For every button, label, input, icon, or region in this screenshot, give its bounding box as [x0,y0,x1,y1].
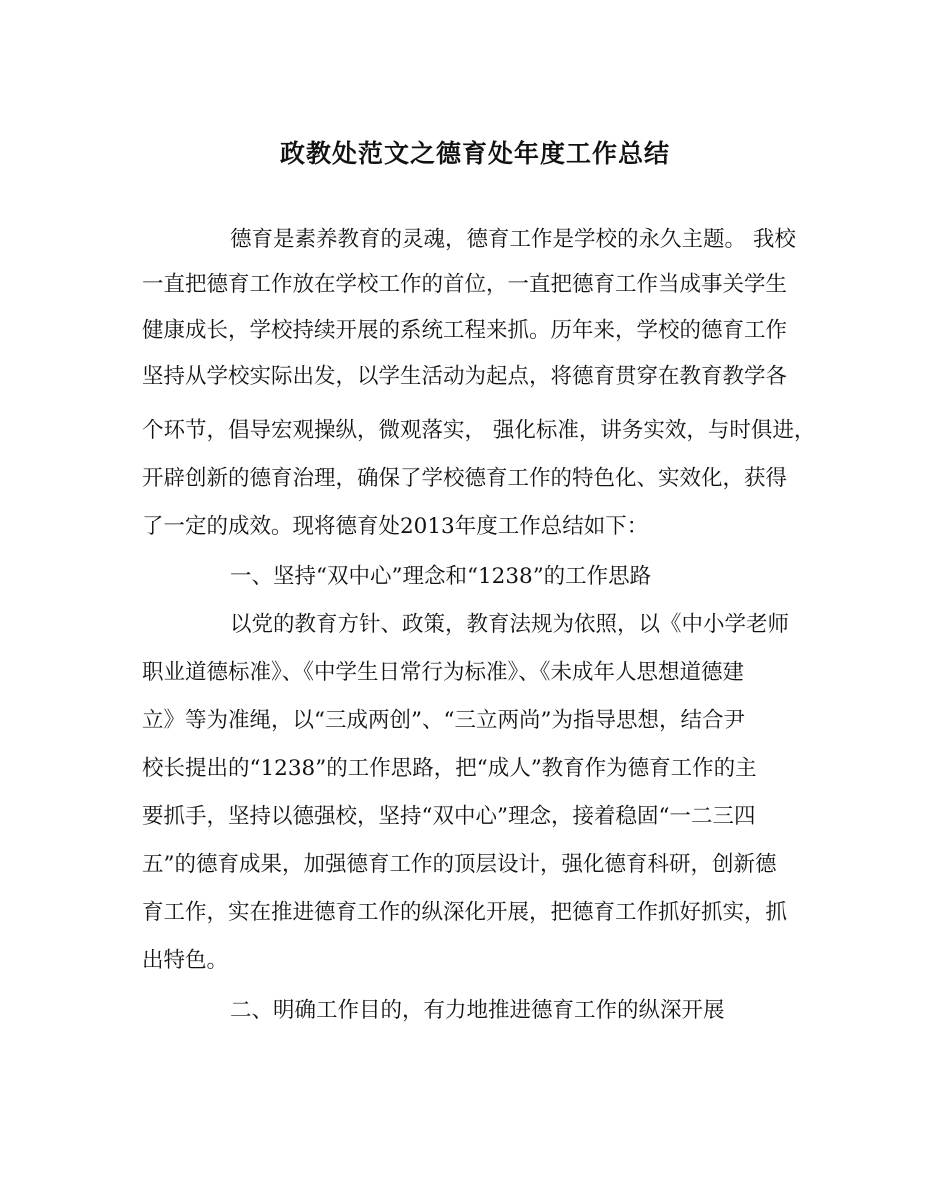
paragraph-line: 育工作，实在推进德育工作的纵深化开展，把德育工作抓好抓实，抓 [142,900,788,925]
paragraph-line: 职业道德标准》、《中学生日常行为标准》、《未成年人思想道德建 [142,660,745,685]
paragraph-line: 个环节，倡导宏观操纵，微观落实， 强化标准，讲务实效，与时俱进， [142,418,816,443]
paragraph-line: 坚持从学校实际出发，以学生活动为起点，将德育贯穿在教育教学各 [142,364,788,389]
paragraph-line: 德育是素养教育的灵魂，德育工作是学校的永久主题。 我校 [230,227,796,252]
paragraph-line: 立》等为准绳，以“三成两创”、“三立两尚”为指导思想，结合尹 [142,708,745,733]
paragraph-line: 要抓手，坚持以德强校，坚持“双中心”理念，接着稳固“一二三四 [142,804,756,829]
paragraph-line: 开辟创新的德育治理，确保了学校德育工作的特色化、实效化，获得 [142,466,788,491]
paragraph-line: 了一定的成效。现将德育处2013年度工作总结如下： [142,514,649,539]
paragraph-line: 校长提出的“1238”的工作思路，把“成人”教育作为德育工作的主 [142,756,757,781]
paragraph-line: 出特色。 [142,948,229,973]
section-heading: 二、明确工作目的，有力地推进德育工作的纵深开展 [230,998,725,1023]
paragraph-line: 五”的德育成果，加强德育工作的顶层设计，强化德育科研，创新德 [142,852,777,877]
paragraph-line: 以党的教育方针、政策，教育法规为依照，以《中小学老师 [230,612,790,637]
section-heading: 一、坚持“双中心”理念和“1238”的工作思路 [230,564,652,589]
paragraph-line: 一直把德育工作放在学校工作的首位，一直把德育工作当成事关学生 [142,272,788,297]
paragraph-line: 健康成长，学校持续开展的系统工程来抓。历年来，学校的德育工作 [142,318,788,343]
document-title: 政教处范文之德育处年度工作总结 [279,139,670,168]
